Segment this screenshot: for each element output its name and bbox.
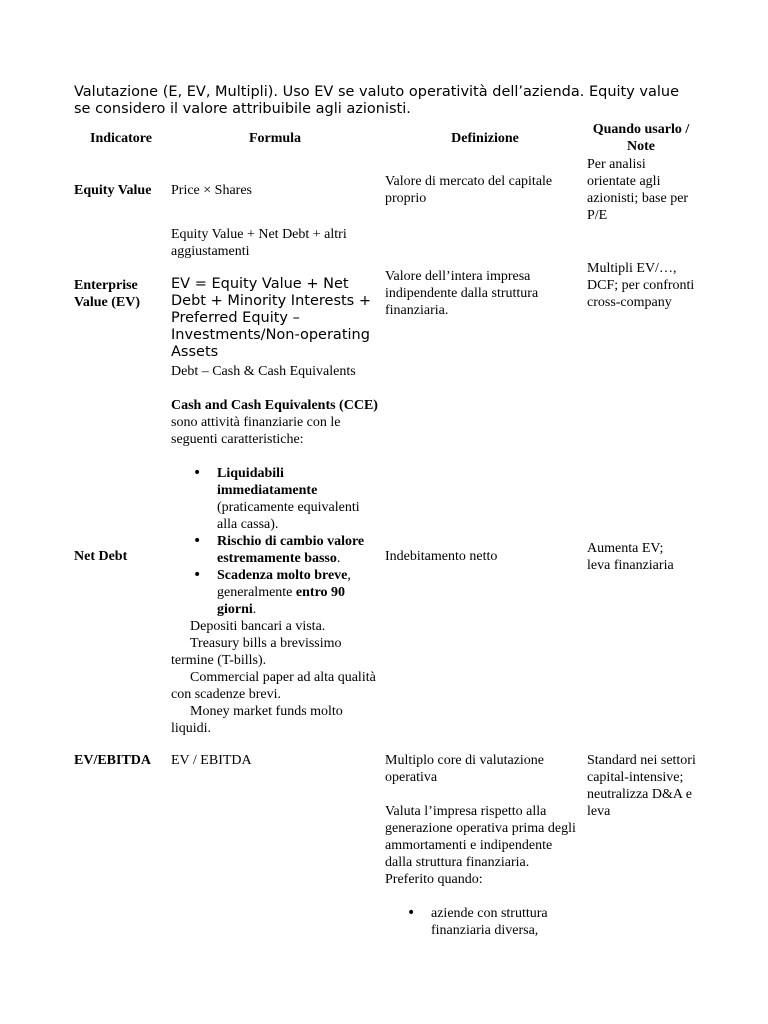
- bullet-bold-text: entro 90 giorni: [217, 585, 346, 617]
- cce-intro: [171, 397, 381, 448]
- ev-ebitda-note: Standard nei settori capital-intensive; neutralizza D&A e leva: [587, 753, 696, 819]
- bullet-text: .: [336, 551, 341, 566]
- bullet-text: .: [252, 602, 257, 617]
- cce-example: Treasury bills a brevissimo termine (T-bills).: [171, 636, 342, 668]
- ev-ebitda-definition-3: Preferito quando:: [385, 872, 483, 887]
- cce-title: Cash and Cash Equivalents (CCE): [171, 398, 378, 413]
- bullet-bold-text: Liquidabili immediatamente: [217, 466, 318, 498]
- net-debt-formula-cell: [171, 363, 381, 737]
- header-formula: Formula: [248, 131, 302, 146]
- net-debt-definition: Indebitamento netto: [385, 549, 498, 564]
- cce-example: Commercial paper ad alta qualità con scadenze brevi.: [171, 670, 376, 702]
- ev-ebitda-label: EV/EBITDA: [74, 753, 152, 768]
- header-definizione: Definizione: [451, 131, 519, 146]
- cce-example: Depositi bancari a vista.: [190, 619, 326, 634]
- header-indicatore: Indicatore: [90, 131, 152, 146]
- list-item: [217, 465, 381, 533]
- intro-paragraph: Valutazione (E, EV, Multipli). Uso EV se valuto operatività dell’azienda. Equity value se considero il valore attribuibile agli azionisti.: [74, 84, 680, 117]
- list-item: • aziende con struttura finanziaria diversa,: [431, 905, 580, 939]
- bullet-bold-text: Rischio di cambio valore estremamente basso: [217, 534, 365, 566]
- ev-definition: Valore dell’intera impresa indipendente dalla struttura finanziaria.: [385, 269, 539, 318]
- ev-formula-simple: Equity Value + Net Debt + altri aggiustamenti: [171, 227, 347, 259]
- list-item: [217, 567, 381, 618]
- ev-ebitda-definition-1: Multiplo core di valutazione operativa: [385, 753, 545, 785]
- enterprise-value-label: Enterprise Value (EV): [74, 278, 140, 310]
- net-debt-formula: Debt – Cash & Cash Equivalents: [171, 364, 356, 379]
- bullet-bold-text: Scadenza molto breve: [217, 568, 348, 583]
- equity-value-label: Equity Value: [74, 183, 152, 198]
- header-quando-usarlo: Quando usarlo / Note: [592, 122, 690, 154]
- net-debt-label: Net Debt: [74, 549, 128, 564]
- equity-value-definition: Valore di mercato del capitale proprio: [385, 174, 553, 206]
- net-debt-note: Aumenta EV; leva finanziaria: [587, 541, 674, 573]
- ev-ebitda-bullet-list: [385, 905, 580, 939]
- cce-example: Money market funds molto liquidi.: [171, 704, 343, 736]
- ev-note: Multipli EV/…, DCF; per confronti cross-company: [587, 261, 695, 310]
- ev-ebitda-definition-cell: [385, 752, 580, 939]
- equity-value-note: Per analisi orientate agli azionisti; base per P/E: [587, 157, 689, 223]
- list-item: [217, 533, 381, 567]
- cce-bullet-list: [171, 465, 381, 618]
- cce-description: sono attività finanziarie con le seguenti caratteristiche:: [171, 415, 341, 447]
- ev-ebitda-formula: EV / EBITDA: [171, 753, 252, 768]
- bullet-text: , generalmente: [217, 568, 351, 600]
- ev-ebitda-definition-2: Valuta l’impresa rispetto alla generazione operativa prima degli ammortamenti e indipendente dalla struttura finanziaria.: [385, 804, 576, 870]
- equity-value-formula: Price × Shares: [171, 183, 252, 198]
- ev-formula-full: EV = Equity Value + Net Debt + Minority Interests + Preferred Equity – Investments/Non-operating Assets: [171, 276, 371, 360]
- bullet-text: (praticamente equivalenti alla cassa).: [217, 500, 360, 532]
